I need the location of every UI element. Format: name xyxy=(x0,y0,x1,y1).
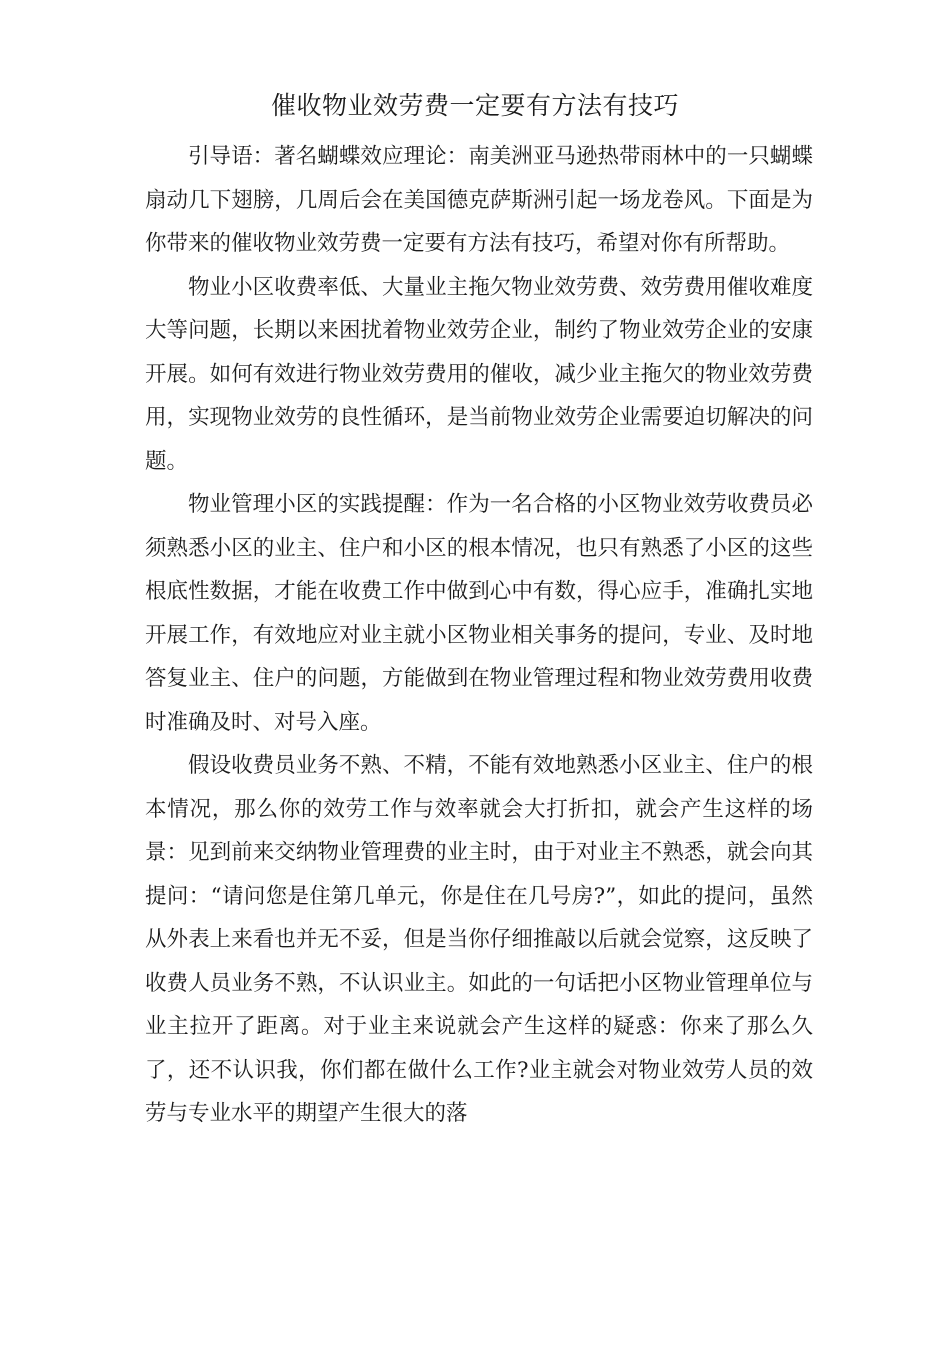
paragraph-intro: 引导语：著名蝴蝶效应理论：南美洲亚马逊热带雨林中的一只蝴蝶扇动几下翅膀，几周后会在美国德克萨斯洲引起一场龙卷风。下面是为你带来的催收物业效劳费一定要有方法有技巧，希望对你有所帮助。 xyxy=(145,144,813,256)
paragraph-problem: 物业小区收费率低、大量业主拖欠物业效劳费、效劳费用催收难度大等问题，长期以来困扰着物业效劳企业，制约了物业效劳企业的安康开展。如何有效进行物业效劳费用的催收，减少业主拖欠的物业效劳费用，实现物业效劳的良性循环，是当前物业效劳企业需要迫切解决的问题。 xyxy=(145,274,813,474)
document-body xyxy=(145,135,813,1136)
paragraph-practice: 物业管理小区的实践提醒：作为一名合格的小区物业效劳收费员必须熟悉小区的业主、住户和小区的根本情况，也只有熟悉了小区的这些根底性数据，才能在收费工作中做到心中有数，得心应手，准确扎实地开展工作，有效地应对业主就小区物业相关事务的提问，专业、及时地答复业主、住户的问题，方能做到在物业管理过程和物业效劳费用收费时准确及时、对号入座。 xyxy=(145,492,813,735)
document-title: 催收物业效劳费一定要有方法有技巧 xyxy=(270,91,679,120)
paragraph-scenario: 假设收费员业务不熟、不精，不能有效地熟悉小区业主、住户的根本情况，那么你的效劳工作与效率就会大打折扣，就会产生这样的场景：见到前来交纳物业管理费的业主时，由于对业主不熟悉，就会向其提问：“请问您是住第几单元，你是住在几号房?”，如此的提问，虽然从外表上来看也并无不妥，但是当你仔细推敲以后就会觉察，这反映了收费人员业务不熟，不认识业主。如此的一句话把小区物业管理单位与业主拉开了距离。对于业主来说就会产生这样的疑惑：你来了那么久了，还不认识我，你们都在做什么工作?业主就会对物业效劳人员的效劳与专业水平的期望产生很大的落 xyxy=(145,753,813,1126)
